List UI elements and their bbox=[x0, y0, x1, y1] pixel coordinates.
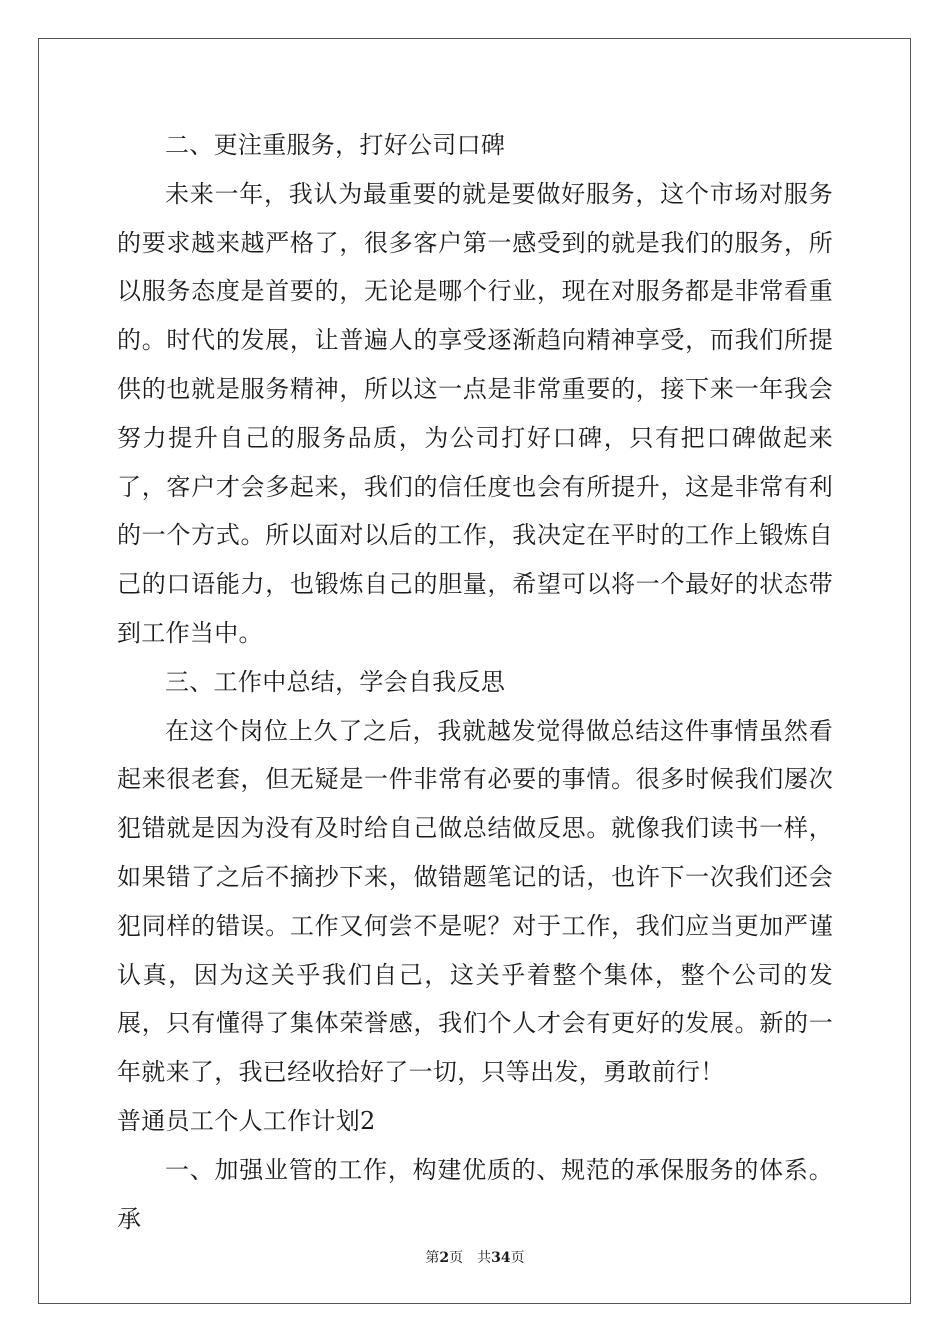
page-prefix: 第 bbox=[425, 1250, 440, 1266]
section-heading: 三、工作中总结，学会自我反思 bbox=[165, 667, 506, 696]
body-paragraph: 未来一年，我认为最重要的就是要做好服务，这个市场对服务的要求越来越严格了，很多客户第一感受到的就是我们的服务，所以服务态度是首要的，无论是哪个行业，现在对服务都是非常看重的。时代的发展，让普遍人的享受逐渐趋向精神享受，而我们所提供的也就是服务精神，所以这一点是非常重要的，接下来一年我会努力提升自己的服务品质，为公司打好口碑，只有把口碑做起来了，客户才会多起来，我们的信任度也会有所提升，这是非常有利的一个方式。所以面对以后的工作，我决定在平时的工作上锻炼自己的口语能力，也锻炼自己的胆量，希望可以将一个最好的状态带到工作当中。 bbox=[117, 179, 833, 647]
document-subtitle: 普通员工个人工作计划2 bbox=[117, 1106, 376, 1135]
page-footer bbox=[0, 1247, 950, 1267]
page-suffix: 页 bbox=[449, 1250, 464, 1266]
page-number: 2 bbox=[439, 1250, 450, 1266]
total-prefix: 共 bbox=[477, 1250, 492, 1266]
document-body bbox=[117, 121, 833, 1243]
body-paragraph: 在这个岗位上久了之后，我就越发觉得做总结这件事情虽然看起来很老套，但无疑是一件非常有必要的事情。很多时候我们屡次犯错就是因为没有及时给自己做总结做反思。就像我们读书一样，如果错了之后不摘抄下来，做错题笔记的话，也许下一次我们还会犯同样的错误。工作又何尝不是呢？对于工作，我们应当更加严谨认真，因为这关乎我们自己，这关乎着整个集体，整个公司的发展，只有懂得了集体荣誉感，我们个人才会有更好的发展。新的一年就来了，我已经收拾好了一切，只等出发，勇敢前行！ bbox=[117, 716, 833, 1087]
total-pages: 34 bbox=[491, 1250, 511, 1266]
body-paragraph: 一、加强业管的工作，构建优质的、规范的承保服务的体系。承 bbox=[117, 1155, 833, 1233]
section-heading: 二、更注重服务，打好公司口碑 bbox=[165, 131, 506, 159]
total-suffix: 页 bbox=[510, 1250, 525, 1266]
